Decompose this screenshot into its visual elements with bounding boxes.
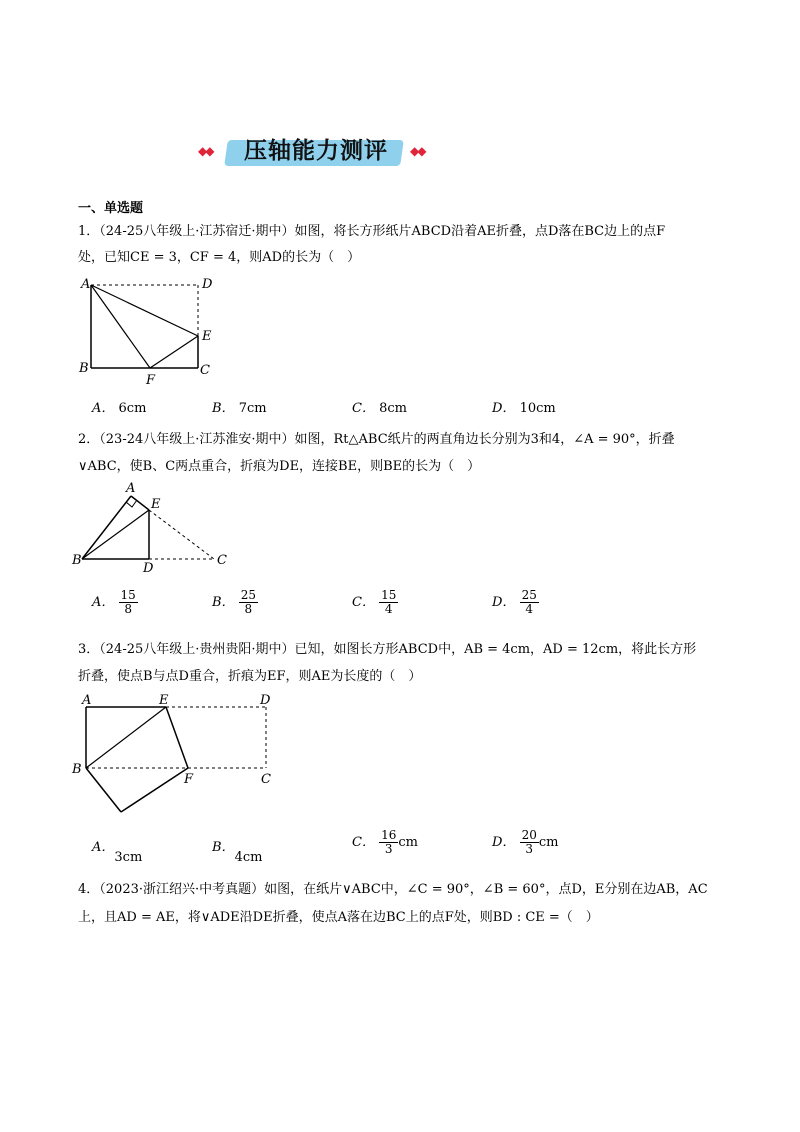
q1-option-d[interactable]: D． 10cm (492, 401, 556, 416)
q2-label-c: C (217, 553, 227, 568)
q2-label-e: E (151, 497, 161, 512)
question-1-line-2: 处，已知CE = 3，CF = 4，则AD的长为（ ） (78, 250, 361, 265)
q2-label-a: A (126, 481, 136, 496)
q2-option-a[interactable]: A． $\frac{15}{8}$ (92, 588, 136, 616)
question-3-line-2: 折叠，使点B与点D重合，折痕为EF，则AE为长度的（ ） (78, 669, 422, 684)
q3-label-f: F (184, 772, 194, 787)
q2-side-ba (82, 496, 131, 559)
q2-segment-be (82, 510, 149, 559)
q1-option-b[interactable]: B． 7cm (212, 401, 267, 416)
q3-folded-b-to-c (86, 768, 121, 812)
question-2-figure (70, 480, 240, 576)
question-4-line-2: 上，且AD = AE，将∨ADE沿DE折叠，使点A落在边BC上的点F处，则BD : CE =（ ） (78, 910, 599, 925)
diamond-decoration-right: ◆◆ (410, 144, 425, 158)
question-3-figure (70, 690, 290, 820)
q3-label-d: D (260, 693, 271, 708)
question-1-line-1: 1．（24-25八年级上·江苏宿迁·期中）如图，将长方形纸片ABCD沿着AE折叠，点D落在BC边上的点F (78, 224, 666, 239)
q3-option-c[interactable]: C． $\frac{16}{3}$ cm (352, 828, 418, 856)
q1-label-e: E (202, 329, 212, 344)
q1-label-c: C (200, 363, 210, 378)
q1-option-a[interactable]: A． 6cm (92, 401, 147, 416)
q1-segment-fe (150, 336, 198, 368)
section-title: 一、单选题 (78, 201, 144, 216)
question-4-line-1: 4．（2023·浙江绍兴·中考真题）如图，在纸片∨ABC中，∠C = 90°，∠B = 60°，点D，E分别在边AB，AC (78, 882, 708, 897)
q2-option-d[interactable]: D． $\frac{25}{4}$ (492, 588, 537, 616)
q1-label-f: F (146, 373, 156, 388)
q1-segment-ae (91, 285, 198, 336)
q1-label-d: D (202, 277, 213, 292)
q1-segment-af (91, 285, 150, 368)
q3-folded-c-to-f (121, 768, 188, 812)
q1-label-b: B (79, 361, 89, 376)
diamond-decoration-left: ◆◆ (198, 144, 213, 158)
page-title: 压轴能力测评 (244, 138, 388, 164)
question-2-line-2: ∨ABC，使B、C两点重合，折痕为DE，连接BE，则BE的长为（ ） (78, 459, 481, 474)
question-2-line-1: 2．（23-24八年级上·江苏淮安·期中）如图，Rt△ABC纸片的两直角边长分别为3和4，∠A = 90°，折叠 (78, 432, 675, 447)
q3-label-b: B (72, 762, 82, 777)
q2-option-c[interactable]: C． $\frac{15}{4}$ (352, 588, 397, 616)
q3-label-a: A (82, 693, 92, 708)
q3-segment-be (86, 707, 166, 768)
q1-option-c[interactable]: C． 8cm (352, 401, 407, 416)
q2-label-b: B (72, 553, 82, 568)
q3-segment-ef (166, 707, 188, 768)
q3-option-b[interactable]: B．4cm (212, 840, 263, 865)
q3-label-c: C (261, 772, 271, 787)
q1-label-a: A (81, 277, 91, 292)
q2-option-b[interactable]: B． $\frac{25}{8}$ (212, 588, 256, 616)
header-banner (196, 136, 436, 170)
q2-dashed-ec (149, 510, 214, 559)
q2-label-d: D (143, 561, 154, 576)
question-3-line-1: 3．（24-25八年级上·贵州贵阳·期中）已知，如图长方形ABCD中，AB = 4cm，AD = 12cm，将此长方形 (78, 642, 697, 657)
q2-side-ae (131, 496, 149, 510)
q3-label-e: E (159, 693, 169, 708)
question-1-figure (72, 274, 222, 388)
q3-option-a[interactable]: A．3cm (92, 840, 143, 865)
q3-option-d[interactable]: D． $\frac{20}{3}$ cm (492, 828, 559, 856)
